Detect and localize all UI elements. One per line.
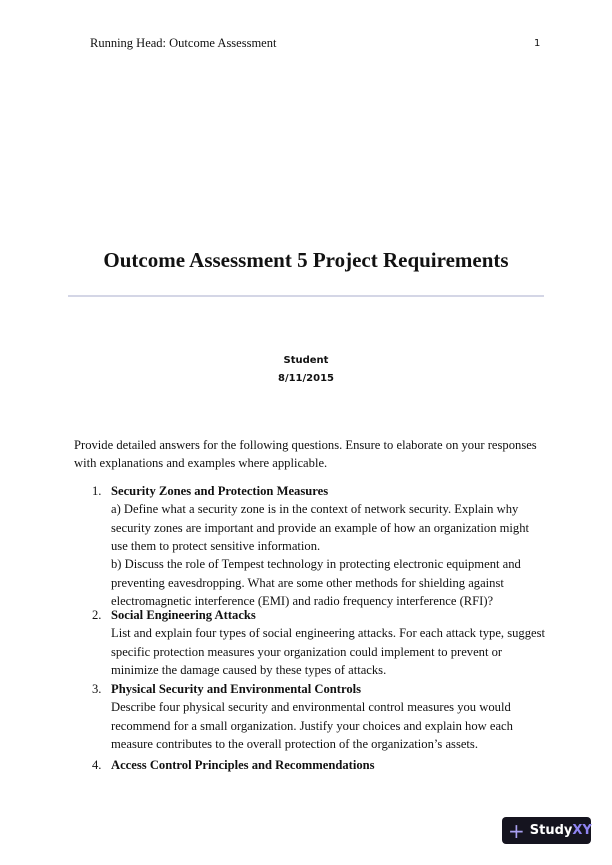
- title-divider: [68, 295, 544, 297]
- brand-study: Study: [529, 823, 573, 838]
- brand-xy: XY: [572, 823, 592, 838]
- studyxy-badge[interactable]: [502, 817, 591, 844]
- intro-line: with explanations and examples where applicable.: [74, 456, 328, 471]
- list-heading: Social Engineering Attacks: [111, 608, 256, 622]
- plus-icon: +: [508, 818, 525, 843]
- running-head: Running Head: Outcome Assessment: [90, 36, 277, 50]
- list-number: 1.: [92, 484, 102, 498]
- list-text-line: specific protection measures your organization could implement to prevent or: [111, 644, 503, 659]
- author: Student: [283, 355, 329, 366]
- list-number: 4.: [92, 758, 102, 772]
- list-number: 2.: [92, 608, 102, 622]
- list-text-line: security zones are important and provide an example of how an organization might: [111, 520, 530, 535]
- intro-line: Provide detailed answers for the following questions. Ensure to elaborate on your responses: [74, 438, 537, 452]
- page-number: 1: [534, 38, 541, 49]
- list-text-line: a) Define what a security zone is in the context of network security. Explain why: [111, 502, 519, 517]
- list-text-line: recommend for a small organization. Justify your choices and explain how each: [111, 718, 513, 733]
- list-text-line: b) Discuss the role of Tempest technology in protecting electronic equipment and: [111, 557, 521, 572]
- list-number: 3.: [92, 682, 102, 696]
- list-text-line: List and explain four types of social engineering attacks. For each attack type, suggest: [111, 626, 545, 641]
- list-text-line: Describe four physical security and environmental control measures you would: [111, 700, 511, 715]
- list-heading: Access Control Principles and Recommendations: [111, 758, 375, 772]
- document-title: Outcome Assessment 5 Project Requirements: [103, 248, 509, 272]
- list-heading: Security Zones and Protection Measures: [111, 484, 329, 498]
- date: 8/11/2015: [277, 373, 334, 384]
- list-text-line: minimize the damage caused by these types of attacks.: [111, 662, 387, 677]
- list-text-line: preventing eavesdropping. What are some other methods for shielding against: [111, 575, 504, 590]
- list-text-line: use them to protect sensitive information.: [111, 538, 321, 553]
- list-text-line: measure contributes to the overall protection of the organization’s assets.: [111, 736, 478, 751]
- list-text-line: electromagnetic interference (EMI) and radio frequency interference (RFI)?: [111, 593, 494, 608]
- list-heading: Physical Security and Environmental Controls: [111, 682, 362, 696]
